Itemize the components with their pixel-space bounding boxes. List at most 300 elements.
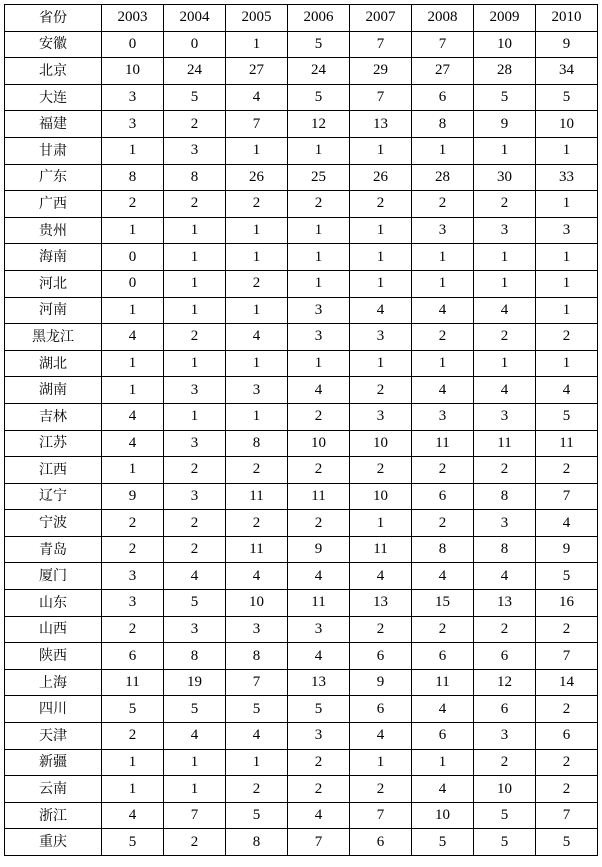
table-row <box>5 403 598 430</box>
province-cell: 辽宁 <box>5 483 102 510</box>
province-cell: 上海 <box>5 669 102 696</box>
value-cell: 3 <box>164 430 226 457</box>
value-cell: 25 <box>288 164 350 191</box>
value-cell: 11 <box>350 536 412 563</box>
value-cell: 4 <box>288 802 350 829</box>
province-cell: 安徽 <box>5 31 102 58</box>
value-cell: 2 <box>164 324 226 351</box>
value-cell: 7 <box>536 643 598 670</box>
value-cell: 11 <box>288 483 350 510</box>
value-cell: 2 <box>474 191 536 218</box>
value-cell: 3 <box>102 563 164 590</box>
value-cell: 5 <box>536 84 598 111</box>
value-cell: 1 <box>350 749 412 776</box>
table-body <box>5 31 598 855</box>
value-cell: 2 <box>474 749 536 776</box>
value-cell: 8 <box>226 643 288 670</box>
province-cell: 湖南 <box>5 377 102 404</box>
value-cell: 4 <box>350 297 412 324</box>
value-cell: 2 <box>226 270 288 297</box>
table-row <box>5 324 598 351</box>
value-cell: 1 <box>102 137 164 164</box>
value-cell: 3 <box>102 84 164 111</box>
province-cell: 湖北 <box>5 350 102 377</box>
value-cell: 2 <box>226 510 288 537</box>
value-cell: 13 <box>350 111 412 138</box>
table-row <box>5 297 598 324</box>
value-cell: 2 <box>412 616 474 643</box>
value-cell: 1 <box>474 137 536 164</box>
value-cell: 2 <box>288 776 350 803</box>
value-cell: 11 <box>226 483 288 510</box>
province-year-table <box>4 4 598 856</box>
value-cell: 6 <box>474 696 536 723</box>
value-cell: 11 <box>412 430 474 457</box>
value-cell: 2 <box>164 536 226 563</box>
value-cell: 2 <box>226 776 288 803</box>
value-cell: 2 <box>164 510 226 537</box>
value-cell: 9 <box>350 669 412 696</box>
value-cell: 4 <box>226 563 288 590</box>
value-cell: 3 <box>412 403 474 430</box>
year-column-header: 2009 <box>474 5 536 32</box>
value-cell: 2 <box>288 403 350 430</box>
value-cell: 29 <box>350 58 412 85</box>
value-cell: 2 <box>474 457 536 484</box>
value-cell: 3 <box>474 403 536 430</box>
province-cell: 陕西 <box>5 643 102 670</box>
value-cell: 6 <box>412 643 474 670</box>
value-cell: 5 <box>412 829 474 856</box>
value-cell: 4 <box>350 563 412 590</box>
table-row <box>5 590 598 617</box>
value-cell: 5 <box>288 696 350 723</box>
value-cell: 0 <box>102 31 164 58</box>
value-cell: 4 <box>226 723 288 750</box>
table-row <box>5 776 598 803</box>
value-cell: 28 <box>474 58 536 85</box>
value-cell: 19 <box>164 669 226 696</box>
province-cell: 河南 <box>5 297 102 324</box>
value-cell: 1 <box>536 244 598 271</box>
province-cell: 山东 <box>5 590 102 617</box>
value-cell: 2 <box>350 377 412 404</box>
value-cell: 2 <box>536 457 598 484</box>
value-cell: 6 <box>350 829 412 856</box>
value-cell: 5 <box>288 84 350 111</box>
value-cell: 4 <box>164 563 226 590</box>
table-row <box>5 217 598 244</box>
value-cell: 6 <box>474 643 536 670</box>
province-cell: 甘肃 <box>5 137 102 164</box>
table-row <box>5 350 598 377</box>
value-cell: 2 <box>226 457 288 484</box>
value-cell: 4 <box>536 377 598 404</box>
province-cell: 宁波 <box>5 510 102 537</box>
value-cell: 1 <box>164 749 226 776</box>
table-row <box>5 191 598 218</box>
province-cell: 江苏 <box>5 430 102 457</box>
province-cell: 重庆 <box>5 829 102 856</box>
value-cell: 5 <box>226 802 288 829</box>
year-column-header: 2004 <box>164 5 226 32</box>
value-cell: 1 <box>412 137 474 164</box>
value-cell: 3 <box>350 324 412 351</box>
value-cell: 6 <box>412 723 474 750</box>
value-cell: 1 <box>412 270 474 297</box>
table-row <box>5 31 598 58</box>
value-cell: 5 <box>536 403 598 430</box>
value-cell: 7 <box>164 802 226 829</box>
year-column-header: 2008 <box>412 5 474 32</box>
value-cell: 2 <box>288 510 350 537</box>
value-cell: 24 <box>288 58 350 85</box>
value-cell: 4 <box>288 643 350 670</box>
table-row <box>5 430 598 457</box>
table-row <box>5 749 598 776</box>
value-cell: 15 <box>412 590 474 617</box>
value-cell: 1 <box>226 137 288 164</box>
value-cell: 2 <box>350 616 412 643</box>
province-cell: 北京 <box>5 58 102 85</box>
value-cell: 4 <box>226 84 288 111</box>
value-cell: 2 <box>102 536 164 563</box>
value-cell: 11 <box>288 590 350 617</box>
value-cell: 2 <box>536 616 598 643</box>
year-column-header: 2010 <box>536 5 598 32</box>
year-column-header: 2007 <box>350 5 412 32</box>
value-cell: 30 <box>474 164 536 191</box>
value-cell: 3 <box>164 377 226 404</box>
province-cell: 新疆 <box>5 749 102 776</box>
table-row <box>5 164 598 191</box>
value-cell: 1 <box>536 137 598 164</box>
value-cell: 3 <box>226 377 288 404</box>
value-cell: 10 <box>226 590 288 617</box>
value-cell: 4 <box>474 297 536 324</box>
province-cell: 黑龙江 <box>5 324 102 351</box>
value-cell: 9 <box>536 536 598 563</box>
value-cell: 5 <box>226 696 288 723</box>
value-cell: 6 <box>412 84 474 111</box>
value-cell: 7 <box>412 31 474 58</box>
table-row <box>5 723 598 750</box>
province-cell: 吉林 <box>5 403 102 430</box>
value-cell: 9 <box>474 111 536 138</box>
value-cell: 2 <box>412 510 474 537</box>
value-cell: 3 <box>474 723 536 750</box>
value-cell: 1 <box>226 749 288 776</box>
value-cell: 1 <box>226 217 288 244</box>
value-cell: 4 <box>288 563 350 590</box>
value-cell: 14 <box>536 669 598 696</box>
value-cell: 6 <box>350 696 412 723</box>
value-cell: 1 <box>102 377 164 404</box>
value-cell: 2 <box>164 457 226 484</box>
value-cell: 2 <box>536 324 598 351</box>
value-cell: 27 <box>226 58 288 85</box>
value-cell: 3 <box>412 217 474 244</box>
value-cell: 2 <box>288 749 350 776</box>
value-cell: 1 <box>350 217 412 244</box>
value-cell: 5 <box>474 829 536 856</box>
value-cell: 4 <box>412 377 474 404</box>
value-cell: 4 <box>102 802 164 829</box>
value-cell: 4 <box>164 723 226 750</box>
province-cell: 四川 <box>5 696 102 723</box>
value-cell: 33 <box>536 164 598 191</box>
province-cell: 福建 <box>5 111 102 138</box>
value-cell: 5 <box>102 696 164 723</box>
value-cell: 1 <box>350 137 412 164</box>
value-cell: 8 <box>412 536 474 563</box>
value-cell: 1 <box>536 270 598 297</box>
value-cell: 1 <box>412 244 474 271</box>
province-cell: 海南 <box>5 244 102 271</box>
value-cell: 1 <box>226 31 288 58</box>
value-cell: 1 <box>350 270 412 297</box>
value-cell: 4 <box>102 324 164 351</box>
value-cell: 8 <box>412 111 474 138</box>
value-cell: 26 <box>350 164 412 191</box>
value-cell: 7 <box>350 802 412 829</box>
value-cell: 2 <box>412 324 474 351</box>
document-page <box>4 4 598 856</box>
value-cell: 7 <box>288 829 350 856</box>
table-row <box>5 137 598 164</box>
table-row <box>5 696 598 723</box>
value-cell: 5 <box>536 829 598 856</box>
value-cell: 8 <box>102 164 164 191</box>
value-cell: 4 <box>102 430 164 457</box>
value-cell: 11 <box>412 669 474 696</box>
value-cell: 1 <box>164 270 226 297</box>
table-row <box>5 483 598 510</box>
value-cell: 1 <box>350 244 412 271</box>
value-cell: 12 <box>288 111 350 138</box>
province-cell: 广西 <box>5 191 102 218</box>
value-cell: 4 <box>102 403 164 430</box>
value-cell: 1 <box>474 244 536 271</box>
value-cell: 5 <box>164 696 226 723</box>
value-cell: 8 <box>226 430 288 457</box>
value-cell: 2 <box>226 191 288 218</box>
value-cell: 11 <box>102 669 164 696</box>
value-cell: 2 <box>102 616 164 643</box>
value-cell: 11 <box>226 536 288 563</box>
value-cell: 1 <box>288 244 350 271</box>
value-cell: 1 <box>350 510 412 537</box>
table-row <box>5 270 598 297</box>
province-cell: 厦门 <box>5 563 102 590</box>
value-cell: 34 <box>536 58 598 85</box>
value-cell: 3 <box>102 590 164 617</box>
value-cell: 3 <box>288 297 350 324</box>
value-cell: 6 <box>536 723 598 750</box>
value-cell: 2 <box>536 696 598 723</box>
value-cell: 24 <box>164 58 226 85</box>
table-header <box>5 5 598 32</box>
value-cell: 5 <box>164 84 226 111</box>
value-cell: 1 <box>226 244 288 271</box>
value-cell: 2 <box>350 457 412 484</box>
table-row <box>5 616 598 643</box>
value-cell: 1 <box>288 217 350 244</box>
value-cell: 4 <box>474 377 536 404</box>
table-row <box>5 802 598 829</box>
value-cell: 1 <box>412 350 474 377</box>
value-cell: 8 <box>474 536 536 563</box>
province-cell: 浙江 <box>5 802 102 829</box>
table-row <box>5 563 598 590</box>
table-row <box>5 244 598 271</box>
value-cell: 8 <box>164 643 226 670</box>
value-cell: 1 <box>102 297 164 324</box>
value-cell: 3 <box>474 510 536 537</box>
table-row <box>5 84 598 111</box>
value-cell: 7 <box>350 31 412 58</box>
value-cell: 5 <box>288 31 350 58</box>
value-cell: 0 <box>164 31 226 58</box>
value-cell: 2 <box>474 616 536 643</box>
value-cell: 4 <box>412 776 474 803</box>
value-cell: 10 <box>412 802 474 829</box>
value-cell: 8 <box>474 483 536 510</box>
table-row <box>5 111 598 138</box>
table-row <box>5 536 598 563</box>
value-cell: 1 <box>164 244 226 271</box>
province-cell: 江西 <box>5 457 102 484</box>
province-column-header: 省份 <box>5 5 102 32</box>
table-row <box>5 377 598 404</box>
value-cell: 7 <box>226 669 288 696</box>
value-cell: 9 <box>536 31 598 58</box>
value-cell: 10 <box>288 430 350 457</box>
value-cell: 1 <box>536 297 598 324</box>
value-cell: 2 <box>412 191 474 218</box>
value-cell: 3 <box>164 137 226 164</box>
value-cell: 1 <box>164 350 226 377</box>
value-cell: 1 <box>288 270 350 297</box>
value-cell: 1 <box>164 403 226 430</box>
value-cell: 1 <box>226 350 288 377</box>
value-cell: 7 <box>226 111 288 138</box>
value-cell: 10 <box>474 776 536 803</box>
value-cell: 6 <box>102 643 164 670</box>
value-cell: 6 <box>412 483 474 510</box>
value-cell: 1 <box>226 403 288 430</box>
value-cell: 1 <box>288 137 350 164</box>
year-column-header: 2005 <box>226 5 288 32</box>
province-cell: 河北 <box>5 270 102 297</box>
value-cell: 2 <box>102 510 164 537</box>
value-cell: 10 <box>350 483 412 510</box>
table-row <box>5 643 598 670</box>
value-cell: 7 <box>350 84 412 111</box>
value-cell: 2 <box>288 191 350 218</box>
value-cell: 10 <box>536 111 598 138</box>
value-cell: 3 <box>164 483 226 510</box>
value-cell: 27 <box>412 58 474 85</box>
value-cell: 10 <box>474 31 536 58</box>
province-cell: 山西 <box>5 616 102 643</box>
value-cell: 0 <box>102 270 164 297</box>
value-cell: 4 <box>412 297 474 324</box>
value-cell: 1 <box>536 191 598 218</box>
value-cell: 5 <box>474 802 536 829</box>
value-cell: 1 <box>474 270 536 297</box>
value-cell: 1 <box>102 217 164 244</box>
value-cell: 4 <box>412 696 474 723</box>
value-cell: 5 <box>474 84 536 111</box>
table-row <box>5 58 598 85</box>
value-cell: 1 <box>164 776 226 803</box>
value-cell: 4 <box>288 377 350 404</box>
province-cell: 青岛 <box>5 536 102 563</box>
value-cell: 10 <box>102 58 164 85</box>
value-cell: 2 <box>102 191 164 218</box>
value-cell: 4 <box>412 563 474 590</box>
value-cell: 2 <box>164 191 226 218</box>
value-cell: 7 <box>536 483 598 510</box>
value-cell: 1 <box>288 350 350 377</box>
value-cell: 1 <box>102 457 164 484</box>
value-cell: 2 <box>536 776 598 803</box>
value-cell: 2 <box>164 111 226 138</box>
year-column-header: 2006 <box>288 5 350 32</box>
value-cell: 1 <box>412 749 474 776</box>
value-cell: 8 <box>164 164 226 191</box>
value-cell: 3 <box>536 217 598 244</box>
value-cell: 2 <box>164 829 226 856</box>
value-cell: 1 <box>102 749 164 776</box>
value-cell: 4 <box>474 563 536 590</box>
value-cell: 8 <box>226 829 288 856</box>
value-cell: 7 <box>536 802 598 829</box>
table-row <box>5 457 598 484</box>
value-cell: 2 <box>102 723 164 750</box>
value-cell: 1 <box>102 350 164 377</box>
value-cell: 11 <box>536 430 598 457</box>
value-cell: 9 <box>288 536 350 563</box>
value-cell: 5 <box>102 829 164 856</box>
value-cell: 1 <box>474 350 536 377</box>
value-cell: 2 <box>288 457 350 484</box>
value-cell: 13 <box>350 590 412 617</box>
value-cell: 2 <box>474 324 536 351</box>
value-cell: 5 <box>536 563 598 590</box>
value-cell: 3 <box>226 616 288 643</box>
table-row <box>5 829 598 856</box>
table-row <box>5 669 598 696</box>
value-cell: 3 <box>288 616 350 643</box>
value-cell: 3 <box>288 723 350 750</box>
value-cell: 9 <box>102 483 164 510</box>
value-cell: 1 <box>350 350 412 377</box>
value-cell: 3 <box>164 616 226 643</box>
value-cell: 11 <box>474 430 536 457</box>
value-cell: 3 <box>350 403 412 430</box>
value-cell: 3 <box>102 111 164 138</box>
header-row <box>5 5 598 32</box>
value-cell: 2 <box>350 776 412 803</box>
value-cell: 1 <box>164 297 226 324</box>
value-cell: 26 <box>226 164 288 191</box>
value-cell: 0 <box>102 244 164 271</box>
value-cell: 28 <box>412 164 474 191</box>
value-cell: 13 <box>288 669 350 696</box>
province-cell: 天津 <box>5 723 102 750</box>
